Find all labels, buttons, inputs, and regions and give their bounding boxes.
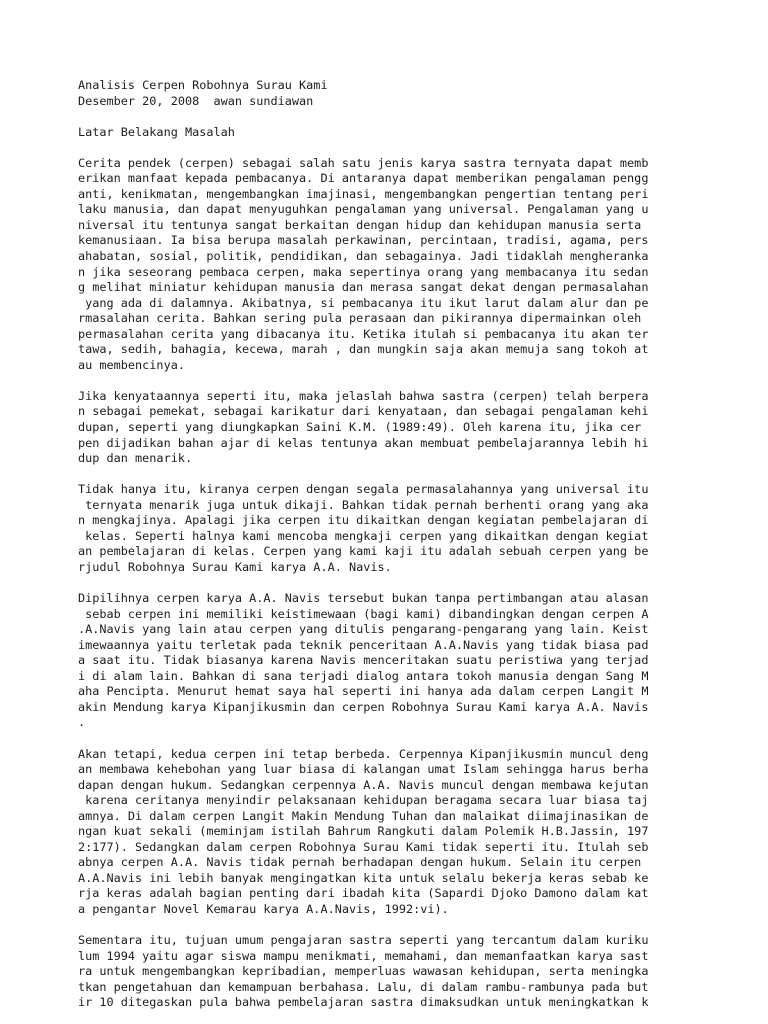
paragraph-spacer: [78, 918, 698, 934]
text-line: 2:177). Sedangkan dalam cerpen Robohnya Surau Kami tidak seperti itu. Itulah seb: [78, 839, 649, 854]
text-line: amnya. Di dalam cerpen Langit Makin Mendung Tuhan dan malaikat diimajinasikan de: [78, 808, 649, 823]
paragraph: [78, 482, 698, 575]
paragraph-spacer: [78, 467, 698, 483]
paragraph: [78, 747, 698, 918]
text-line: n mengkajinya. Apalagi jika cerpen itu dikaitkan dengan kegiatan pembelajaran di: [78, 513, 649, 528]
paragraph-spacer: [78, 576, 698, 592]
paragraph-spacer: [78, 373, 698, 389]
text-line: laku manusia, dan dapat menyuguhkan pengalaman yang universal. Pengalaman yang u: [78, 202, 649, 217]
text-line: kelas. Seperti halnya kami mencoba mengkaji cerpen yang dikaitkan dengan kegiat: [78, 528, 649, 543]
text-line: i di alam lain. Bahkan di sana terjadi dialog antara tokoh manusia dengan Sang M: [78, 668, 649, 683]
paragraph-spacer: [78, 140, 698, 156]
text-line: erikan manfaat kepada pembacanya. Di antaranya dapat memberikan pengalaman pengg: [78, 171, 649, 186]
text-line: rjudul Robohnya Surau Kami karya A.A. Navis.: [78, 559, 392, 574]
text-line: .A.Navis yang lain atau cerpen yang ditulis pengarang-pengarang yang lain. Keist: [78, 622, 649, 637]
text-line: .: [78, 715, 86, 730]
document-title: Analisis Cerpen Robohnya Surau Kami: [78, 78, 328, 92]
text-line: rmasalahan cerita. Bahkan sering pula perasaan dan pikirannya dipermainkan oleh: [78, 311, 649, 326]
text-line: karena ceritanya menyindir pelaksanaan kehidupan beragama secara luar biasa taj: [78, 793, 649, 808]
paragraph: [78, 933, 698, 1011]
document-page: [78, 78, 698, 1011]
text-line: abnya cerpen A.A. Navis tidak pernah berhadapan dengan hukum. Selain itu cerpen: [78, 855, 649, 870]
text-line: niversal itu tentunya sangat berkaitan dengan hidup dan kehidupan manusia serta: [78, 217, 649, 232]
post-date-author: Desember 20, 2008 awan sundiawan: [78, 93, 314, 108]
text-line: rja keras adalah bagian penting dari ibadah kita (Sapardi Djoko Damono dalam kat: [78, 886, 649, 901]
text-line: Dipilihnya cerpen karya A.A. Navis tersebut bukan tanpa pertimbangan atau alasan: [78, 591, 649, 606]
text-line: n jika seseorang pembaca cerpen, maka sepertinya orang yang membacanya itu sedan: [78, 264, 649, 279]
text-line: Cerita pendek (cerpen) sebagai salah satu jenis karya sastra ternyata dapat memb: [78, 155, 649, 170]
paragraph-spacer: [78, 731, 698, 747]
text-line: ra untuk mengembangkan kepribadian, memperluas wawasan kehidupan, serta meningka: [78, 964, 649, 979]
body-text: [78, 140, 698, 1011]
text-line: a pengantar Novel Kemarau karya A.A.Navis, 1992:vi).: [78, 901, 449, 916]
section-heading: Latar Belakang Masalah: [78, 124, 235, 139]
text-line: an membawa kehebohan yang luar biasa di kalangan umat Islam sehingga harus berha: [78, 762, 649, 777]
text-line: n sebagai pemekat, sebagai karikatur dari kenyataan, dan sebagai pengalaman kehi: [78, 404, 649, 419]
text-line: lum 1994 yaitu agar siswa mampu menikmati, memahami, dan memanfaatkan karya sast: [78, 948, 649, 963]
text-line: tkan pengetahuan dan kemampuan berbahasa. Lalu, di dalam rambu-rambunya pada but: [78, 979, 649, 994]
text-line: ternyata menarik juga untuk dikaji. Bahkan tidak pernah berhenti orang yang aka: [78, 497, 649, 512]
text-line: akin Mendung karya Kipanjikusmin dan cerpen Robohnya Surau Kami karya A.A. Navis: [78, 699, 649, 714]
paragraph: [78, 156, 698, 374]
text-line: yang ada di dalamnya. Akibatnya, si pembacanya itu ikut larut dalam alur dan pe: [78, 295, 649, 310]
text-line: dup dan menarik.: [78, 451, 193, 466]
text-line: kemanusiaan. Ia bisa berupa masalah perkawinan, percintaan, tradisi, agama, pers: [78, 233, 649, 248]
text-line: ngan kuat sekali (meminjam istilah Bahrum Rangkuti dalam Polemik H.B.Jassin, 197: [78, 824, 649, 839]
text-line: A.A.Navis ini lebih banyak mengingatkan kita untuk selalu bekerja keras sebab ke: [78, 870, 649, 885]
text-line: Tidak hanya itu, kiranya cerpen dengan segala permasalahannya yang universal itu: [78, 482, 649, 497]
paragraph: [78, 591, 698, 731]
text-line: imewaannya yaitu terletak pada teknik penceritaan A.A.Navis yang tidak biasa pad: [78, 637, 649, 652]
text-line: au membencinya.: [78, 357, 185, 372]
text-line: pen dijadikan bahan ajar di kelas tentunya akan membuat pembelajarannya lebih hi: [78, 435, 649, 450]
text-line: anti, kenikmatan, mengembangkan imajinasi, mengembangkan pengertian tentang peri: [78, 186, 649, 201]
text-line: permasalahan cerita yang dibacanya itu. Ketika itulah si pembacanya itu akan ter: [78, 326, 649, 341]
paragraph: [78, 389, 698, 467]
text-line: tawa, sedih, bahagia, kecewa, marah , dan mungkin saja akan memuja sang tokoh at: [78, 342, 649, 357]
text-line: Sementara itu, tujuan umum pengajaran sastra seperti yang tercantum dalam kuriku: [78, 933, 649, 948]
text-line: Akan tetapi, kedua cerpen ini tetap berbeda. Cerpennya Kipanjikusmin muncul deng: [78, 746, 649, 761]
text-line: dapan dengan hukum. Sedangkan cerpennya A.A. Navis muncul dengan membawa kejutan: [78, 777, 649, 792]
text-line: ir 10 ditegaskan pula bahwa pembelajaran sastra dimaksudkan untuk meningkatkan k: [78, 995, 649, 1010]
text-line: sebab cerpen ini memiliki keistimewaan (bagi kami) dibandingkan dengan cerpen A: [78, 606, 649, 621]
text-line: a saat itu. Tidak biasanya karena Navis menceritakan suatu peristiwa yang terjad: [78, 653, 649, 668]
text-line: Jika kenyataannya seperti itu, maka jelaslah bahwa sastra (cerpen) telah berpera: [78, 388, 649, 403]
text-line: dupan, seperti yang diungkapkan Saini K.M. (1989:49). Oleh karena itu, jika cer: [78, 420, 642, 435]
spacer: [78, 109, 698, 125]
text-line: an pembelajaran di kelas. Cerpen yang kami kaji itu adalah sebuah cerpen yang be: [78, 544, 649, 559]
text-line: g melihat miniatur kehidupan manusia dan merasa sangat dekat dengan permasalahan: [78, 280, 649, 295]
text-line: ahabatan, sosial, politik, pendidikan, dan sebagainya. Jadi tidaklah mengheranka: [78, 249, 649, 264]
text-line: aha Pencipta. Menurut hemat saya hal seperti ini hanya ada dalam cerpen Langit M: [78, 684, 649, 699]
